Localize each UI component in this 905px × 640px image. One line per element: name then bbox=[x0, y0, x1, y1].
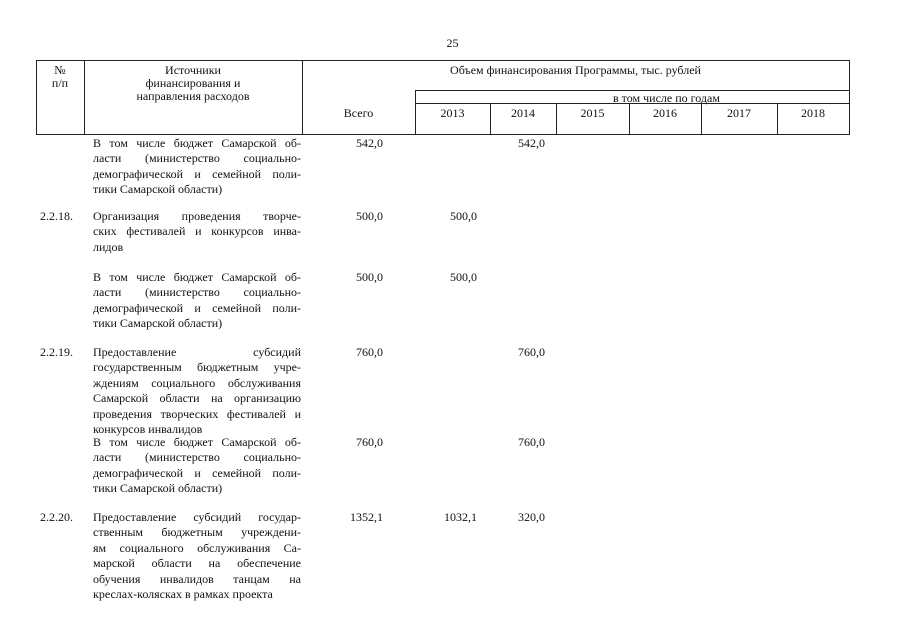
row-number: 2.2.20. bbox=[40, 510, 73, 524]
header-by-years: в том числе по годам bbox=[613, 91, 720, 105]
row-description bbox=[93, 510, 301, 602]
row-2013: 1032,1 bbox=[444, 510, 477, 524]
description-line: ласти (министерство социально- bbox=[93, 285, 301, 300]
row-description bbox=[93, 435, 301, 497]
header-year-2013: 2013 bbox=[440, 106, 465, 120]
row-description bbox=[93, 209, 301, 255]
header-year-2014: 2014 bbox=[511, 106, 535, 120]
header-bottom-rule bbox=[36, 134, 850, 135]
description-line: ласти (министерство социально- bbox=[93, 450, 301, 465]
row-2014: 760,0 bbox=[518, 345, 545, 359]
description-line: креслах-колясках в рамках проекта bbox=[93, 587, 273, 602]
description-line: В том числе бюджет Самарской об- bbox=[93, 270, 301, 284]
description-line: обучения инвалидов танцам на bbox=[93, 571, 301, 586]
row-total: 500,0 bbox=[356, 270, 383, 284]
row-total: 1352,1 bbox=[350, 510, 383, 524]
description-line: ских фестивалей и конкурсов инва- bbox=[93, 224, 301, 239]
row-total: 542,0 bbox=[356, 136, 383, 150]
description-line: В том числе бюджет Самарской об- bbox=[93, 136, 301, 150]
row-2014: 542,0 bbox=[518, 136, 545, 150]
description-line: Предоставление субсидий государ- bbox=[93, 510, 301, 524]
description-line: марской области на обеспечение bbox=[93, 556, 301, 571]
description-line: проведения творческих фестивалей и bbox=[93, 406, 301, 421]
row-description bbox=[93, 270, 301, 332]
header-year-2018: 2018 bbox=[801, 106, 825, 120]
header-year-2016: 2016 bbox=[653, 106, 677, 120]
row-number: 2.2.18. bbox=[40, 209, 73, 223]
row-total: 500,0 bbox=[356, 209, 383, 223]
row-number: 2.2.19. bbox=[40, 345, 73, 359]
description-line: демографической и семейной поли- bbox=[93, 166, 301, 181]
description-line: лидов bbox=[93, 239, 124, 254]
row-total: 760,0 bbox=[356, 345, 383, 359]
page-number: 25 bbox=[446, 36, 459, 50]
description-line: тики Самарской области) bbox=[93, 316, 223, 331]
header-year-2017: 2017 bbox=[727, 106, 751, 120]
description-line: ласти (министерство социально- bbox=[93, 151, 301, 166]
description-line: тики Самарской области) bbox=[93, 481, 223, 496]
description-line: В том числе бюджет Самарской об- bbox=[93, 435, 301, 449]
description-line: демографической и семейной поли- bbox=[93, 465, 301, 480]
row-2014: 760,0 bbox=[518, 435, 545, 449]
header-volume: Объем финансирования Программы, тыс. рублей bbox=[450, 63, 701, 77]
description-line: демографической и семейной поли- bbox=[93, 300, 301, 315]
header-sources: Источники финансирования и направления расходов bbox=[136, 63, 250, 103]
description-line: ственным бюджетным учреждени- bbox=[93, 525, 301, 540]
description-line: Предоставление субсидий bbox=[93, 345, 301, 359]
description-line: Организация проведения творче- bbox=[93, 209, 301, 223]
description-line: конкурсов инвалидов bbox=[93, 422, 203, 437]
header-year-2015: 2015 bbox=[580, 106, 605, 120]
description-line: государственным бюджетным учре- bbox=[93, 360, 301, 375]
description-line: ждениям социального обслуживания bbox=[93, 375, 301, 390]
header-right-border bbox=[849, 60, 850, 134]
row-description bbox=[93, 136, 301, 198]
header-no: № п/п bbox=[51, 63, 69, 90]
row-total: 760,0 bbox=[356, 435, 383, 449]
row-2014: 320,0 bbox=[518, 510, 545, 524]
row-2013: 500,0 bbox=[450, 209, 477, 223]
description-line: тики Самарской области) bbox=[93, 182, 223, 197]
description-line: ям социального обслуживания Са- bbox=[93, 540, 301, 555]
description-line: Самарской области на организацию bbox=[93, 391, 301, 406]
row-2013: 500,0 bbox=[450, 270, 477, 284]
header-top-rule bbox=[36, 60, 850, 61]
row-description bbox=[93, 345, 301, 437]
header-total: Всего bbox=[343, 106, 374, 120]
